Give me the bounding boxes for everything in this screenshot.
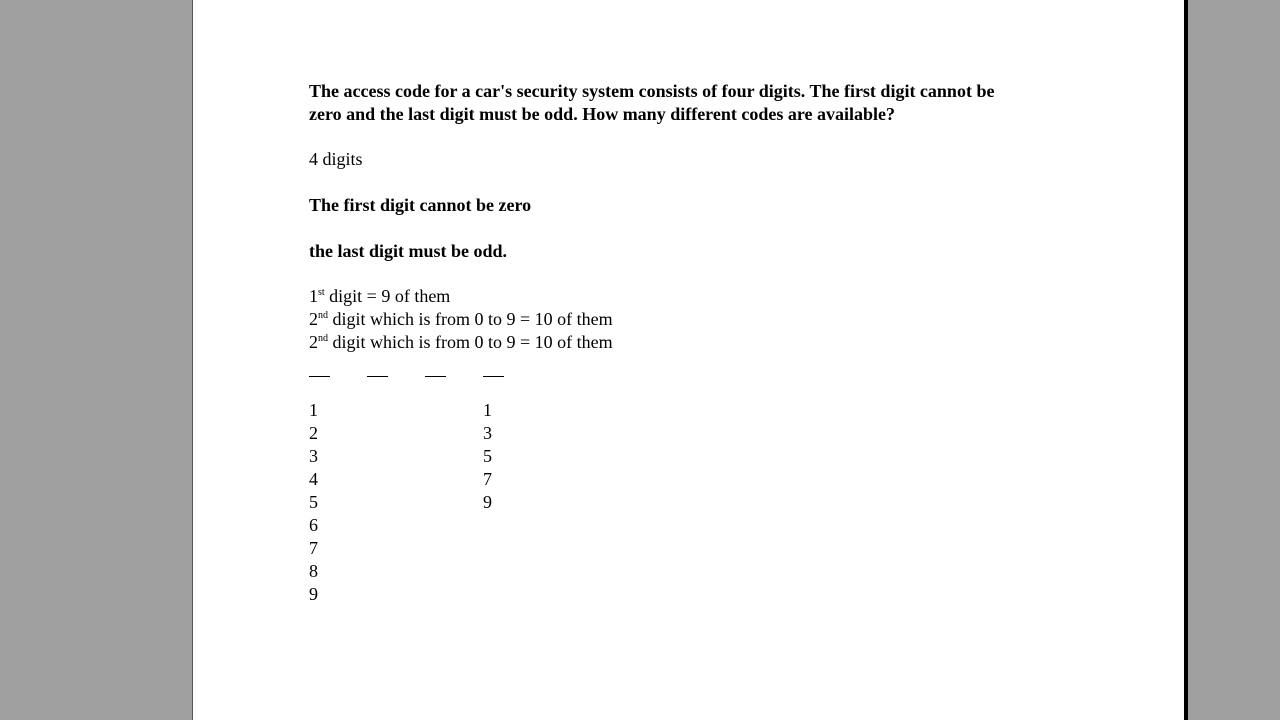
- work-line-1: 1st digit = 9 of them: [309, 286, 451, 306]
- list-item: 5: [309, 492, 318, 512]
- list-item: 3: [483, 423, 492, 443]
- list-item: 4: [309, 469, 318, 489]
- list-item: 7: [309, 538, 318, 558]
- digit-blank-2: [367, 362, 388, 377]
- list-item: 1: [483, 400, 492, 420]
- work-line-2: 2nd digit which is from 0 to 9 = 10 of them: [309, 309, 613, 329]
- question-line-2: zero and the last digit must be odd. How many different codes are available?: [309, 104, 895, 124]
- digits-note: 4 digits: [309, 149, 363, 169]
- list-item: 9: [483, 492, 492, 512]
- rule-last-digit: the last digit must be odd.: [309, 241, 508, 261]
- list-item: 2: [309, 423, 318, 443]
- list-item: 8: [309, 561, 318, 581]
- list-item: 3: [309, 446, 318, 466]
- work-line-3: 2nd digit which is from 0 to 9 = 10 of them: [309, 332, 613, 352]
- digit-blank-4: [483, 362, 504, 377]
- list-item: 9: [309, 584, 318, 604]
- first-digit-list: [309, 399, 318, 606]
- rule-first-digit: The first digit cannot be zero: [309, 195, 532, 215]
- list-item: 7: [483, 469, 492, 489]
- list-item: 5: [483, 446, 492, 466]
- page-border: [1184, 0, 1188, 720]
- list-item: 1: [309, 400, 318, 420]
- last-digit-list: [483, 399, 492, 514]
- list-item: 6: [309, 515, 318, 535]
- digit-blank-3: [425, 362, 446, 377]
- question-line-1: The access code for a car's security system consists of four digits. The first digit cannot be: [309, 81, 995, 101]
- digit-blank-1: [309, 362, 330, 377]
